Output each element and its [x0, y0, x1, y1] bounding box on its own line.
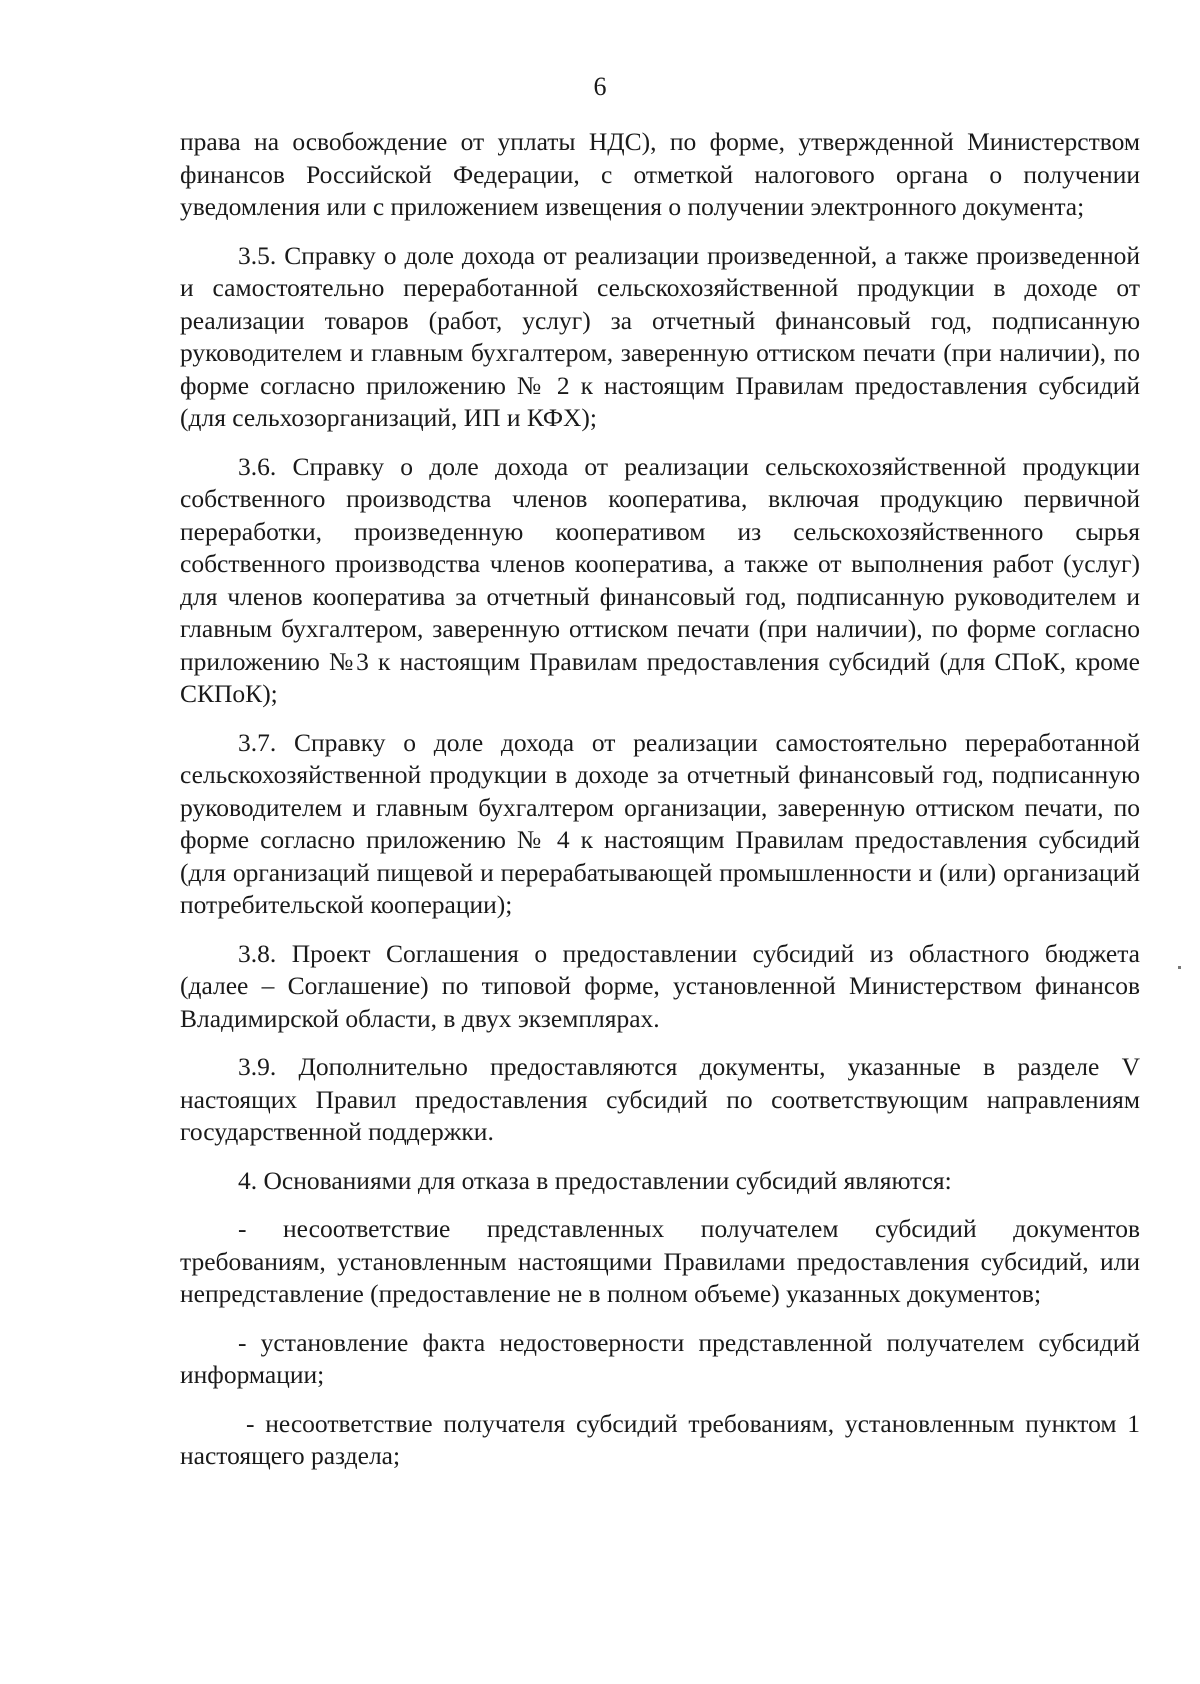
paragraph-item-3-8: 3.8. Проект Соглашения о предоставлении субсидий из областного бюджета (далее – Соглашение) по типовой форме, установленной Министерством финансов Владимирской области, в двух экземплярах.	[180, 938, 1140, 1033]
paragraph-item-4: 4. Основаниями для отказа в предоставлении субсидий являются:	[238, 1165, 952, 1195]
page-number: 6	[593, 72, 607, 101]
paragraph-item-3-7: 3.7. Справку о доле дохода от реализации самостоятельно переработанной сельскохозяйственной продукции в доходе за отчетный финансовый год, подписанную руководителем и главным бухгалтером организации, заверенную оттиском печати, по форме согласно приложению № 4 к настоящим Правилам предоставления субсидий (для организаций пищевой и перерабатывающей промышленности и (или) организаций потребительской кооперации);	[180, 727, 1140, 919]
list-item-dash-1: - несоответствие представленных получателем субсидий документов требованиям, установленным настоящими Правилами предоставления субсидий, или непредставление (предоставление не в полном объеме) указанных документов;	[180, 1214, 1140, 1308]
list-item-dash-3: - несоответствие получателя субсидий требованиям, установленным пунктом 1 настоящего раздела;	[180, 1408, 1140, 1470]
document-body	[180, 126, 1140, 1489]
paragraph-item-3-5: 3.5. Справку о доле дохода от реализации произведенной, а также произведенной и самостоятельно переработанной сельскохозяйственной продукции в доходе от реализации товаров (работ, услуг) за отчетный финансовый год, подписанную руководителем и главным бухгалтером, заверенную оттиском печати (при наличии), по форме согласно приложению № 2 к настоящим Правилам предоставления субсидий (для сельхозорганизаций, ИП и КФХ);	[180, 240, 1140, 432]
paragraph-item-3-6: 3.6. Справку о доле дохода от реализации сельскохозяйственной продукции собственного производства членов кооператива, включая продукцию первичной переработки, произведенную кооперативом из сельскохозяйственного сырья собственного производства членов кооператива, а также от выполнения работ (услуг) для членов кооператива за отчетный финансовый год, подписанную руководителем и главным бухгалтером, заверенную оттиском печати (при наличии), по форме согласно приложению №3 к настоящим Правилам предоставления субсидий (для СПоК, кроме СКПоК);	[180, 451, 1140, 708]
paragraph-item-3-9: 3.9. Дополнительно предоставляются документы, указанные в разделе V настоящих Правил предоставления субсидий по соответствующим направлениям государственной поддержки.	[180, 1052, 1140, 1146]
list-item-dash-2: - установление факта недостоверности представленной получателем субсидий информации;	[180, 1327, 1140, 1389]
paragraph-continuation: права на освобождение от уплаты НДС), по форме, утвержденной Министерством финансов Российской Федерации, с отметкой налогового органа о получении уведомления или с приложением извещения о получении электронного документа;	[180, 127, 1140, 221]
scan-speck	[1178, 966, 1181, 969]
